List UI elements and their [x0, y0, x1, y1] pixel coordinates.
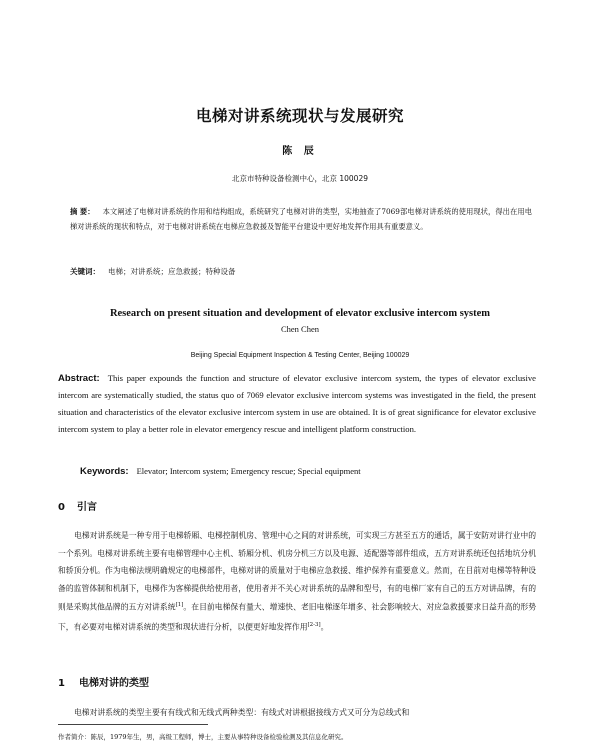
section-1-paragraph: [58, 704, 536, 721]
abstract-en: [58, 370, 536, 438]
citation-2: [2-3]: [307, 621, 321, 628]
affiliation-en: Beijing Special Equipment Inspection & Testing Center, Beijing 100029: [190, 352, 410, 359]
section-0-text-c: 。: [320, 622, 329, 632]
section-0-title: 引言: [76, 502, 97, 513]
abstract-cn-text: 本文阐述了电梯对讲系统的作用和结构组成，系统研究了电梯对讲的类型，实地抽查了7069部电梯对讲系统的使用现状，得出在用电梯对讲系统的现状和特点，对于电梯对讲系统在电梯应急救援及智能平台建设中更好地发挥作用具有重要意义。: [70, 207, 532, 231]
author-cn: 陈 辰: [282, 146, 318, 157]
section-0-text-b: 。在目前电梯保有量大、增速快、老旧电梯逐年增多、社会影响较大、对应急救援要求日益升高的形势下，有必要对电梯对讲系统的类型和现状进行分析，以便更好地发挥作用: [58, 602, 537, 632]
keywords-en-label: Keywords:: [80, 466, 129, 477]
abstract-cn-label: 摘 要：: [70, 207, 95, 216]
section-1-number: 1: [58, 678, 65, 689]
section-0-paragraph: [58, 527, 536, 636]
affiliation-cn: 北京市特种设备检测中心，北京 100029: [231, 174, 368, 183]
keywords-cn: [70, 266, 532, 277]
section-1-text: 电梯对讲系统的类型主要有有线式和无线式两种类型：有线式对讲根据接线方式又可分为总线式和: [74, 708, 410, 717]
footnote-divider: [58, 724, 208, 725]
keywords-cn-text: 电梯；对讲系统；应急救援；特种设备: [108, 267, 236, 276]
section-1-heading: [58, 674, 149, 689]
section-1-title: 电梯对讲的类型: [78, 678, 149, 689]
author-footnote: 作者简介：陈辰，1979年生，男，高级工程师，博士，主要从事特种设备检验检测及其信息化研究。: [58, 733, 348, 741]
keywords-en-text: Elevator; Intercom system; Emergency rescue; Special equipment: [136, 466, 361, 476]
section-0-heading: [58, 498, 97, 513]
paper-title-en: Research on present situation and development of elevator exclusive intercom system: [109, 308, 491, 319]
paper-title-cn: 电梯对讲系统现状与发展研究: [195, 107, 404, 125]
citation-1: [1]: [175, 602, 184, 609]
abstract-cn: [70, 204, 532, 234]
abstract-en-label: Abstract:: [58, 373, 100, 384]
section-0-text-a: 电梯对讲系统是一种专用于电梯轿厢、电梯控制机房、管理中心之间的对讲系统，可实现三方甚至五方的通话，属于安防对讲行业中的一个系列。电梯对讲系统主要有电梯管理中心主机、轿厢分机、机房分机三方以及电源、适配器等部件组成，五方对讲系统还包括地坑分机和轿顶分机。作为电梯法规明确规定的电梯部件，电梯对讲的质量对于电梯应急救援、维护保养有重要意义。然而，在目前对电梯等特种设备的监管体制和机制下，电梯作为客梯提供给使用者，使用者并不关心对讲系统的品牌和型号，有的电梯厂家有自己的五方对讲品牌，有的则是采购其他品牌的五方对讲系统: [58, 531, 536, 612]
section-0-number: 0: [58, 502, 65, 513]
abstract-en-text: This paper expounds the function and structure of elevator exclusive intercom system, the types of elevator exclusive intercom are systematically studied, the status quo of 7069 elevator exclusive intercom systems was investigated in the field, the present situation and characteristics of the elevator exclusive intercom system in use are obtained. It is of great significance for elevator exclusive intercom system to play a better role in elevator emergency rescue and intelligent platform construction.: [58, 373, 536, 434]
keywords-cn-label: 关键词：: [70, 267, 100, 276]
keywords-en: [80, 466, 550, 477]
author-en: Chen Chen: [280, 324, 319, 334]
